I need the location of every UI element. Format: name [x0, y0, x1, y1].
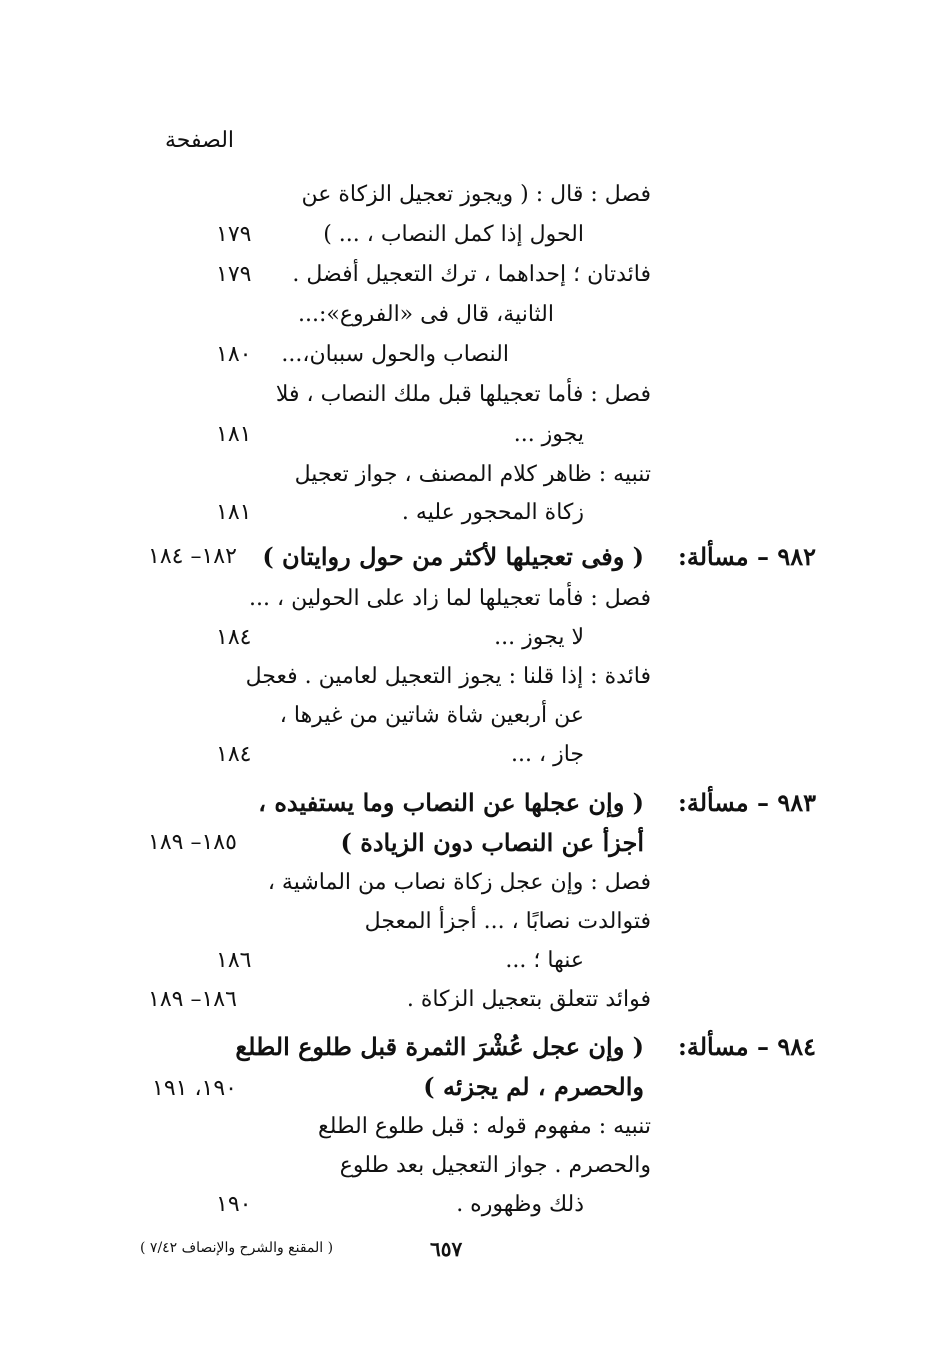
entry-text: عنها ؛ ...	[505, 948, 584, 973]
issue-text: ( وفى تعجيلها لأكثر من حول روايتان )	[262, 542, 644, 571]
entry-text: فصل : وإن عجل زكاة نصاب من الماشية ،	[267, 870, 651, 895]
entry-page: ١٨٤	[216, 625, 252, 650]
page-number: ٦٥٧	[430, 1237, 463, 1261]
entry-text: فصل : فأما تعجيلها لما زاد على الحولين ، ...	[249, 586, 651, 611]
entry-text: عن أربعين شاة شاتين من غيرها ،	[279, 703, 584, 728]
entry-text: جاز ، ...	[511, 742, 584, 767]
entry-text: لا يجوز ...	[494, 625, 584, 650]
entry-text: فصل : فأما تعجيلها قبل ملك النصاب ، فلا	[275, 382, 651, 407]
entry-page: ١٨٦– ١٨٩	[148, 987, 237, 1012]
entry-page: ١٨١	[216, 500, 252, 525]
entry-page: ١٧٩	[216, 262, 252, 287]
issue-text: ( وإن عجلها عن النصاب وما يستفيده ،	[258, 788, 644, 817]
issue-pages: ١٩٠، ١٩١	[152, 1076, 237, 1101]
issue-text: والحصرم ، لم يجزئه )	[423, 1072, 644, 1101]
entry-page: ١٧٩	[216, 222, 252, 247]
entry-text: فتوالدت نصابًا ، ... أجزأ المعجل	[364, 909, 651, 934]
issue-label: ٩٨٢ – مسألة:	[678, 542, 816, 571]
page-column-label: الصفحة	[165, 128, 235, 153]
entry-text: النصاب والحول سببان،...	[281, 342, 509, 367]
entry-text: يجوز ...	[513, 422, 584, 447]
entry-text: فصل : قال : ( ويجوز تعجيل الزكاة عن	[301, 182, 651, 207]
entry-text: زكاة المحجور عليه .	[401, 500, 584, 525]
issue-pages: ١٨٢– ١٨٤	[148, 544, 237, 569]
entry-page: ١٨١	[216, 422, 252, 447]
source-reference: ( المقنع والشرح والإنصاف ٧/٤٢ )	[140, 1240, 334, 1256]
entry-page: ١٨٦	[216, 948, 252, 973]
entry-page: ١٩٠	[216, 1192, 252, 1217]
issue-label: ٩٨٤ – مسألة:	[678, 1032, 816, 1061]
entry-text: تنبيه : مفهوم قوله : قبل طلوع الطلع	[318, 1114, 651, 1139]
entry-text: ذلك وظهوره .	[456, 1192, 584, 1217]
entry-text: فائدة : إذا قلنا : يجوز التعجيل لعامين . فعجل	[245, 664, 651, 689]
entry-text: والحصرم . جواز التعجيل بعد طلوع	[339, 1153, 651, 1178]
issue-text: أجزأ عن النصاب دون الزيادة )	[340, 828, 644, 857]
entry-text: الحول إذا كمل النصاب ، ... )	[323, 222, 584, 247]
entry-page: ١٨٤	[216, 742, 252, 767]
entry-text: الثانية، قال فى «الفروع»:...	[298, 302, 554, 327]
entry-page: ١٨٠	[216, 342, 252, 367]
entry-text: فائدتان ؛ إحداهما ، ترك التعجيل أفضل .	[292, 262, 651, 287]
entry-text: فوائد تتعلق بتعجيل الزكاة .	[406, 987, 651, 1012]
issue-label: ٩٨٣ – مسألة:	[678, 788, 816, 817]
issue-text: ( وإن عجل عُشْرَ الثمرة قبل طلوع الطلع	[235, 1032, 644, 1061]
issue-pages: ١٨٥– ١٨٩	[148, 830, 237, 855]
entry-text: تنبيه : ظاهر كلام المصنف ، جواز تعجيل	[294, 462, 651, 487]
